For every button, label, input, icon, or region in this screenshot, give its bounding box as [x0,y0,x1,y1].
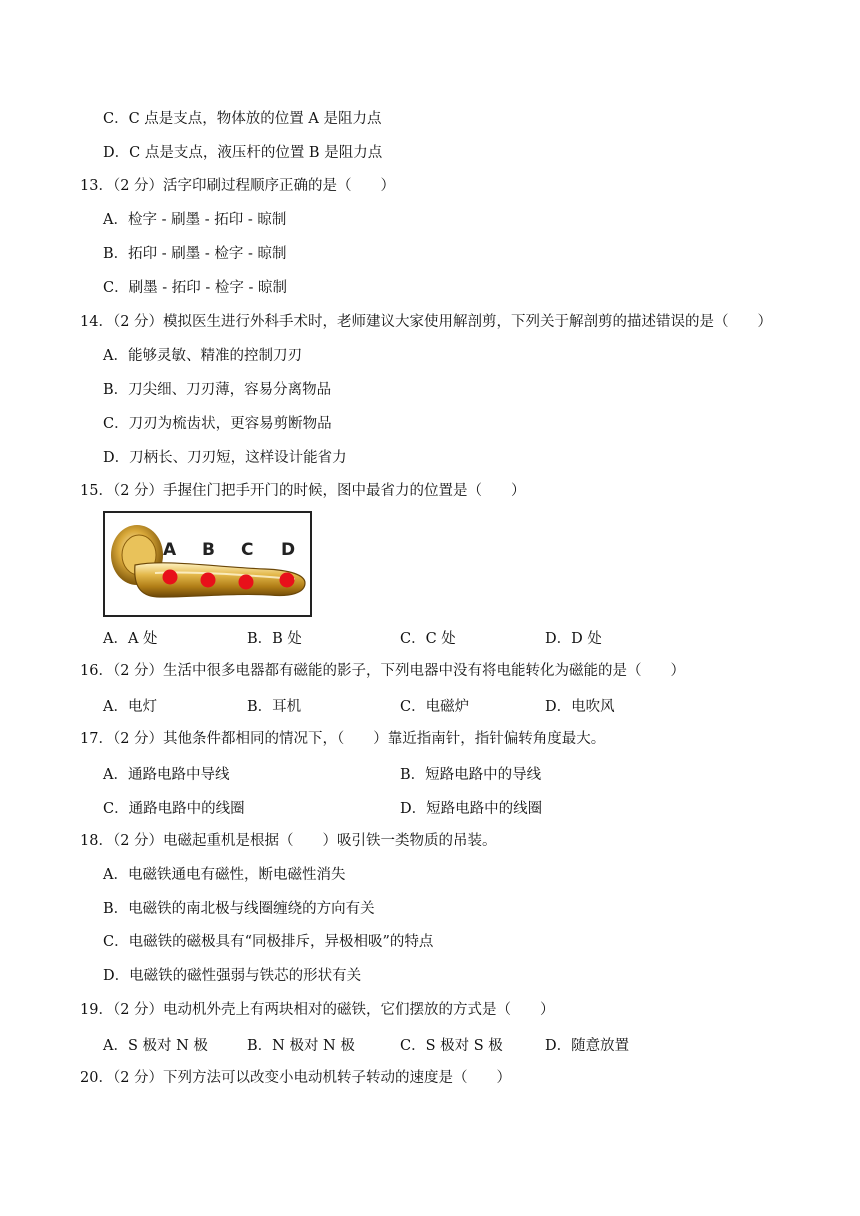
question-stem: 16．（2 分）生活中很多电器都有磁能的影子，下列电器中没有将电能转化为磁能的是（ ） [80,663,686,679]
option-a: A．通路电路中导线 [103,767,230,783]
option-d: D．刀柄长、刀刃短，这样设计能省力 [103,450,347,466]
option-a: A．电磁铁通电有磁性，断电磁性消失 [103,867,346,883]
option-d: D．D 处 [545,631,602,647]
option-c: C．S 极对 S 极 [400,1038,503,1054]
question-stem: 13．（2 分）活字印刷过程顺序正确的是（ ） [80,178,396,194]
option-a: A．S 极对 N 极 [103,1038,208,1054]
option-b: B．电磁铁的南北极与线圈缠绕的方向有关 [103,901,375,917]
option-b: B．B 处 [247,631,302,647]
door-handle-illustration [105,513,310,615]
option-c: C．刀刃为梳齿状，更容易剪断物品 [103,416,332,432]
point-b-dot [201,573,216,588]
option-c: C．C 点是支点，物体放的位置 A 是阻力点 [103,111,382,127]
option-b: B．短路电路中的导线 [400,767,542,783]
question-stem: 18．（2 分）电磁起重机是根据（ ）吸引铁一类物质的吊装。 [80,833,497,849]
option-b: B．耳机 [247,699,302,715]
option-d: D．电吹风 [545,699,615,715]
question-stem: 15．（2 分）手握住门把手开门的时候，图中最省力的位置是（ ） [80,483,526,499]
figure-label-b: B [202,540,215,560]
option-d: D．电磁铁的磁性强弱与铁芯的形状有关 [103,968,362,984]
option-a: A．电灯 [103,699,157,715]
figure-label-d: D [281,540,296,560]
option-a: A．检字 - 刷墨 - 拓印 - 晾制 [103,212,287,228]
option-d: D．C 点是支点，液压杆的位置 B 是阻力点 [103,145,383,161]
option-b: B．刀尖细、刀刃薄，容易分离物品 [103,382,332,398]
point-d-dot [280,573,295,588]
option-d: D．短路电路中的线圈 [400,801,543,817]
option-c: C．刷墨 - 拓印 - 检字 - 晾制 [103,280,287,296]
option-b: B．N 极对 N 极 [247,1038,355,1054]
point-c-dot [239,575,254,590]
question-stem: 14．（2 分）模拟医生进行外科手术时，老师建议大家使用解剖剪，下列关于解剖剪的描述错误的是（ ） [80,314,773,330]
option-c: C．电磁炉 [400,699,470,715]
option-c: C．电磁铁的磁极具有“同极排斥，异极相吸”的特点 [103,934,434,950]
figure-label-c: C [241,540,254,560]
figure-label-a: A [163,540,177,560]
option-b: B．拓印 - 刷墨 - 检字 - 晾制 [103,246,287,262]
option-a: A．A 处 [103,631,158,647]
option-c: C．C 处 [400,631,456,647]
question-stem: 17．（2 分）其他条件都相同的情况下，（ ）靠近指南针，指针偏转角度最大。 [80,731,606,747]
question-stem: 19．（2 分）电动机外壳上有两块相对的磁铁，它们摆放的方式是（ ） [80,1002,555,1018]
door-handle-figure [103,511,312,617]
option-c: C．通路电路中的线圈 [103,801,245,817]
point-a-dot [163,570,178,585]
question-stem: 20．（2 分）下列方法可以改变小电动机转子转动的速度是（ ） [80,1070,512,1086]
option-d: D．随意放置 [545,1038,630,1054]
handle-lever [135,563,305,597]
option-a: A．能够灵敏、精准的控制刀刃 [103,348,302,364]
